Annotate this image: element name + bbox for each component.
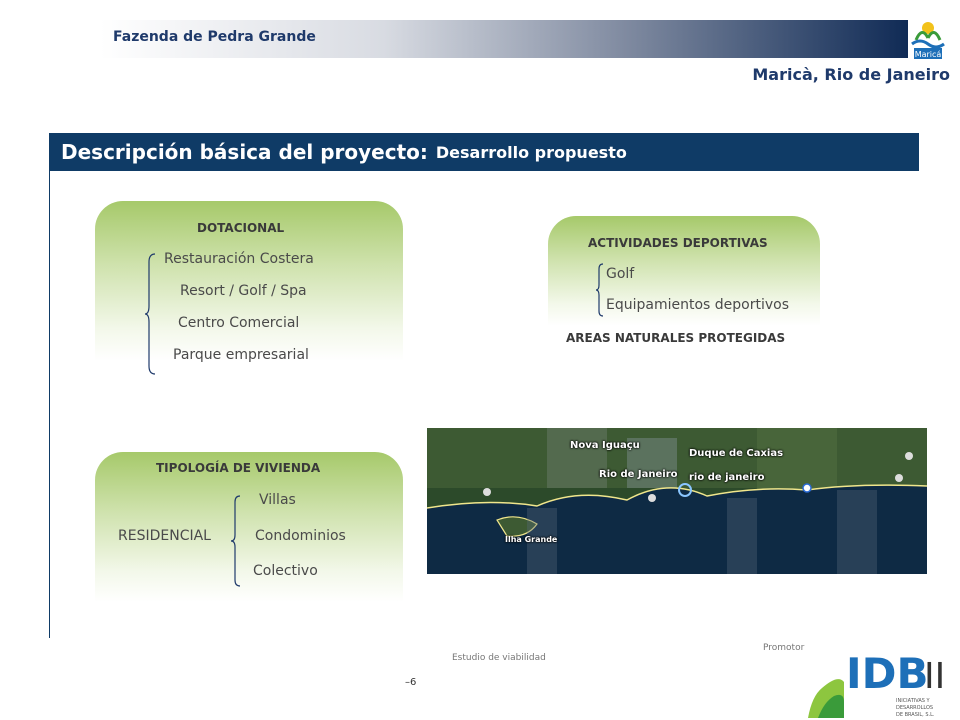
vivienda-item: Colectivo bbox=[253, 563, 318, 579]
idb-logo bbox=[804, 646, 954, 720]
section-title: Descripción básica del proyecto: bbox=[61, 140, 428, 164]
map-label: rio de janeiro bbox=[689, 472, 765, 483]
brace-icon bbox=[229, 494, 241, 588]
dotacional-item: Parque empresarial bbox=[173, 347, 309, 363]
svg-text:DESARROLLOS: DESARROLLOS bbox=[896, 705, 934, 711]
areas-protegidas-label: AREAS NATURALES PROTEGIDAS bbox=[566, 331, 786, 345]
map-label: Duque de Caxias bbox=[689, 448, 784, 459]
card-vivienda-title: TIPOLOGÍA DE VIVIENDA bbox=[156, 461, 321, 475]
section-subtitle: Desarrollo propuesto bbox=[435, 142, 627, 162]
dotacional-item: Restauración Costera bbox=[164, 251, 314, 267]
brace-icon bbox=[143, 252, 157, 376]
svg-text:INICIATIVAS Y: INICIATIVAS Y bbox=[896, 698, 930, 704]
map-label: Nova Iguaçu bbox=[570, 440, 640, 451]
deportivas-item: Equipamientos deportivos bbox=[606, 297, 790, 313]
project-name: Fazenda de Pedra Grande bbox=[113, 29, 316, 45]
location: Maricà, Rio de Janeiro bbox=[752, 65, 950, 84]
dotacional-item: Centro Comercial bbox=[178, 315, 300, 331]
map-label: Ilha Grande bbox=[505, 535, 558, 544]
section-title-bar bbox=[49, 133, 919, 171]
svg-text:DE BRASIL, S.L.: DE BRASIL, S.L. bbox=[896, 712, 935, 718]
study-label: Estudio de viabilidad bbox=[452, 653, 546, 663]
brace-icon bbox=[594, 262, 604, 318]
svg-text:II: II bbox=[924, 656, 946, 697]
residencial-label: RESIDENCIAL bbox=[118, 528, 211, 544]
vivienda-item: Condominios bbox=[255, 528, 346, 544]
promoter-label: Promotor bbox=[763, 643, 805, 653]
dotacional-item: Resort / Golf / Spa bbox=[180, 283, 307, 299]
satellite-map bbox=[427, 428, 927, 574]
card-dotacional-title: DOTACIONAL bbox=[197, 221, 285, 235]
page-number: –6 bbox=[405, 677, 417, 688]
left-rule bbox=[49, 171, 50, 638]
map-terrain bbox=[427, 428, 927, 574]
map-label: Rio de Janeiro bbox=[599, 469, 678, 480]
deportivas-item: Golf bbox=[606, 266, 635, 282]
svg-text:Maricá: Maricá bbox=[914, 50, 942, 59]
svg-text:IDB: IDB bbox=[846, 649, 929, 698]
card-deportivas-title: ACTIVIDADES DEPORTIVAS bbox=[588, 236, 768, 250]
marica-logo bbox=[908, 18, 948, 62]
vivienda-item: Villas bbox=[259, 492, 296, 508]
